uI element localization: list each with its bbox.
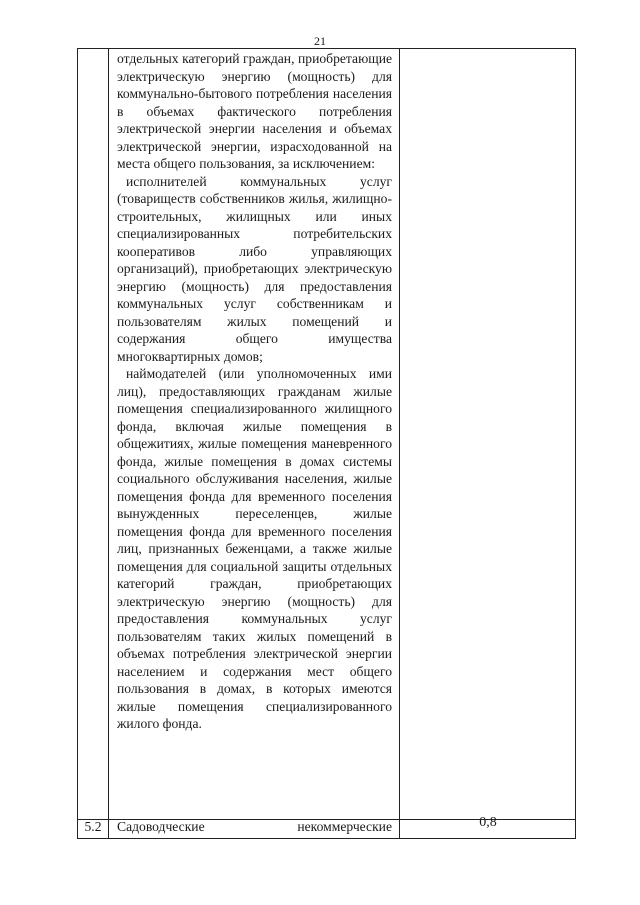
page-number: 21 [314, 34, 326, 48]
exception-item-1: исполнителей коммунальных услуг (товариществ собственников жилья, жилищно-строительных, жилищных или иных специализированных потребительских кооперативов либо управляющих организаций), приобретающих электрическую энергию (мощность) для предоставления коммунальных услуг собственникам и пользователям жилых помещений и содержания общего имущества многоквартирных домов; [117, 173, 392, 364]
column-divider-number [108, 48, 109, 839]
exception-item-2: наймодателей (или уполномоченных ими лиц), предоставляющих гражданам жилые помещения специализированного жилищного фонда, включая жилые помещения в общежитиях, жилые помещения маневренного фонда, жилые помещения в домах системы социального обслуживания населения, жилые помещения фонда для временного поселения вынужденных переселенцев, жилые помещения фонда для временного поселения лиц, признанных беженцами, а также жилые помещения для социальной защиты отдельных категорий граждан, приобретающих электрическую энергию (мощность) для предоставления коммунальных услуг пользователям таких жилых помещений в объемах потребления электрической энергии населением и содержания мест общего пользования в домах, в которых имеются жилые помещения специализированного жилого фонда. [117, 366, 392, 731]
row-number: 5.2 [84, 819, 102, 834]
category-intro-paragraph: отдельных категорий граждан, приобретающие электрическую энергию (мощность) для коммунально-бытового потребления населения в объемах фактического потребления электрической энергии населения и объемах электрической энергии, израсходованной на места общего пользования, за исключением: [117, 51, 392, 171]
column-divider-value [399, 48, 400, 839]
row-coefficient-value: 0,8 [479, 815, 497, 830]
row-category-text: Садоводческие некоммерческие [117, 819, 392, 834]
consumer-category-text [117, 50, 392, 733]
